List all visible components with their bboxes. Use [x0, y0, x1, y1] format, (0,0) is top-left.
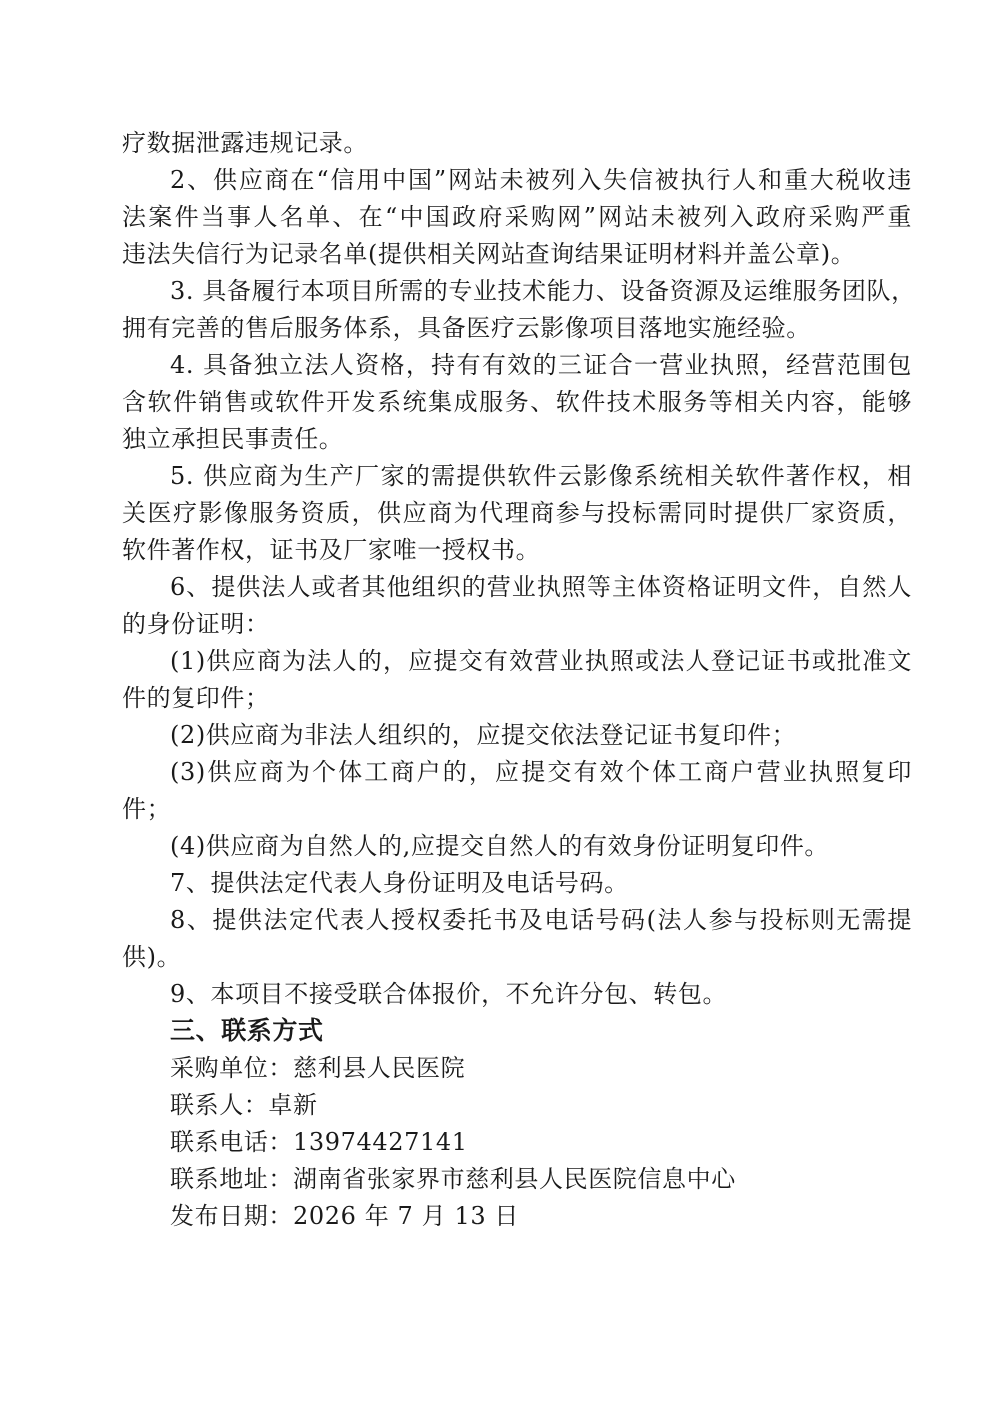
section-heading: 三、联系方式: [170, 1016, 324, 1045]
contact-person: 联系人：卓新: [170, 1091, 318, 1119]
text-line: 8、提供法定代表人授权委托书及电话号码(法人参与投标则无需提: [170, 906, 912, 934]
text-line: 3. 具备履行本项目所需的专业技术能力、设备资源及运维服务团队，: [170, 277, 916, 305]
text-line: 违法失信行为记录名单(提供相关网站查询结果证明材料并盖公章)。: [122, 240, 856, 268]
contact-phone: 联系电话：13974427141: [170, 1128, 468, 1156]
text-line: 的身份证明：: [122, 610, 270, 638]
text-line: 9、本项目不接受联合体报价，不允许分包、转包。: [170, 980, 728, 1008]
text-line: 含软件销售或软件开发系统集成服务、软件技术服务等相关内容，能够: [122, 388, 912, 416]
text-line: 7、提供法定代表人身份证明及电话号码。: [170, 869, 629, 897]
text-line: (3)供应商为个体工商户的，应提交有效个体工商户营业执照复印: [170, 758, 912, 786]
text-line: 5. 供应商为生产厂家的需提供软件云影像系统相关软件著作权，相: [170, 462, 912, 490]
publish-date: 发布日期：2026 年 7 月 13 日: [170, 1202, 520, 1230]
text-line: 拥有完善的售后服务体系，具备医疗云影像项目落地实施经验。: [122, 314, 811, 342]
text-line: 关医疗影像服务资质，供应商为代理商参与投标需同时提供厂家资质，: [122, 499, 912, 527]
contact-address: 联系地址：湖南省张家界市慈利县人民医院信息中心: [170, 1165, 736, 1193]
text-line: 软件著作权，证书及厂家唯一授权书。: [122, 536, 541, 564]
text-line: (2)供应商为非法人组织的，应提交依法登记证书复印件；: [170, 721, 797, 749]
text-line: 2、供应商在“信用中国”网站未被列入失信被执行人和重大税收违: [170, 166, 912, 194]
text-line: (4)供应商为自然人的,应提交自然人的有效身份证明复印件。: [170, 832, 830, 860]
text-line: 6、提供法人或者其他组织的营业执照等主体资格证明文件，自然人: [170, 573, 912, 601]
text-line: 件；: [122, 795, 172, 823]
text-line: 供)。: [122, 943, 182, 971]
text-line: (1)供应商为法人的，应提交有效营业执照或法人登记证书或批准文: [170, 647, 912, 675]
contact-unit: 采购单位：慈利县人民医院: [170, 1054, 466, 1082]
text-line: 法案件当事人名单、在“中国政府采购网”网站未被列入政府采购严重: [122, 203, 912, 231]
text-line: 4. 具备独立法人资格，持有有效的三证合一营业执照，经营范围包: [170, 351, 912, 379]
text-line: 疗数据泄露违规记录。: [122, 129, 368, 157]
text-line: 件的复印件；: [122, 684, 270, 712]
text-line: 独立承担民事责任。: [122, 425, 344, 453]
